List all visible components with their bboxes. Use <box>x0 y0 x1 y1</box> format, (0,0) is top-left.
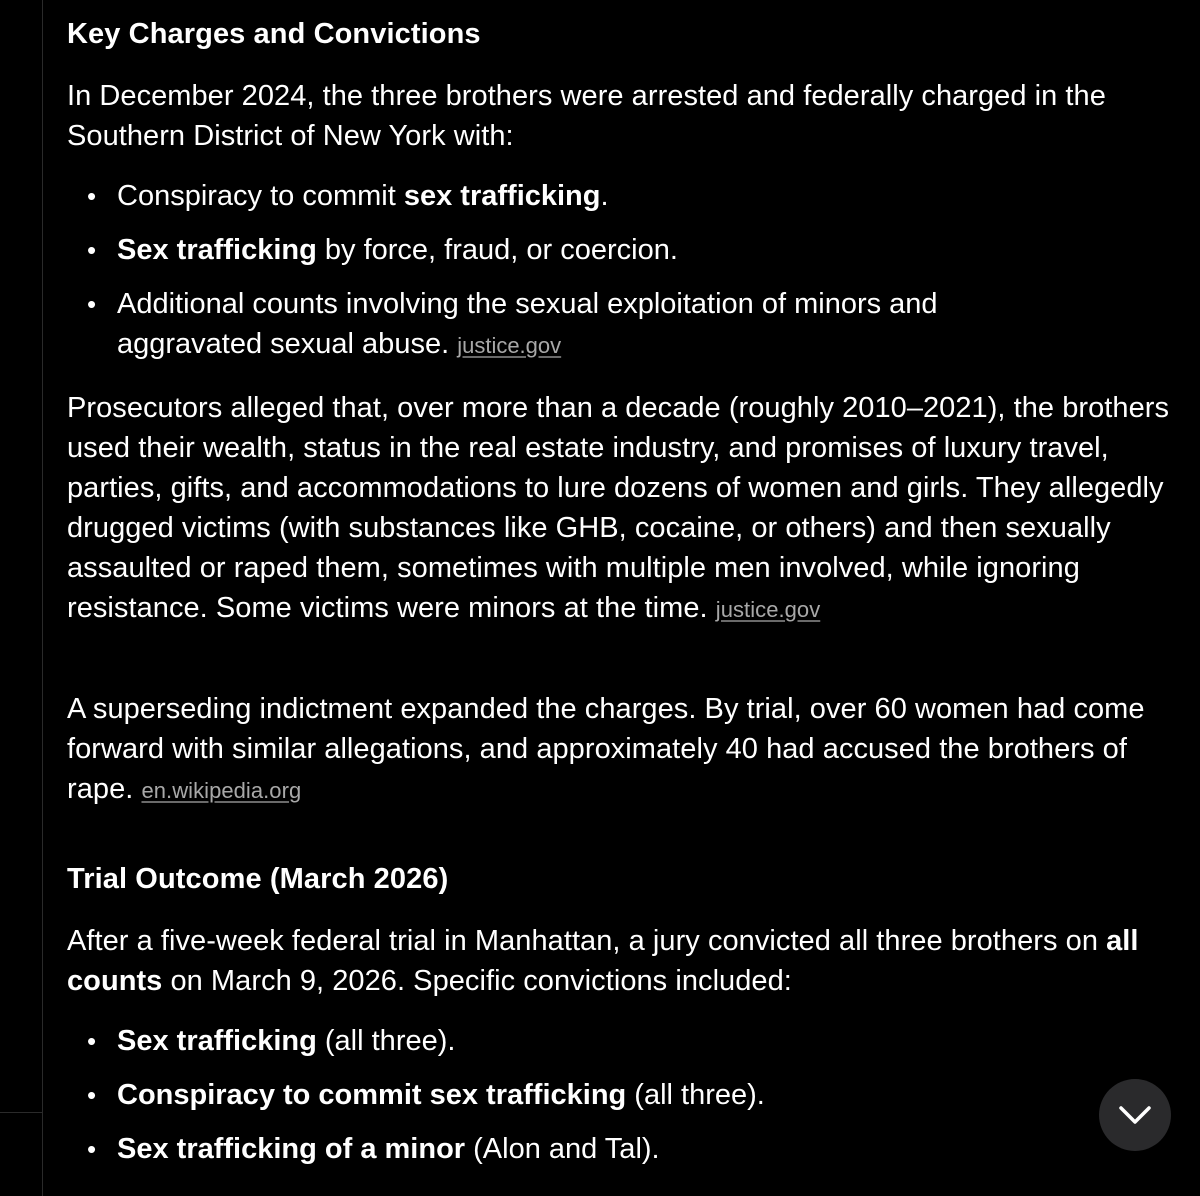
list-item: • Conspiracy to commit sex trafficking. <box>67 176 1182 230</box>
scroll-to-bottom-button[interactable] <box>1099 1079 1171 1151</box>
charges-intro: In December 2024, the three brothers were arrested and federally charged in the Southern District of New York with: <box>67 80 1106 152</box>
left-divider-tick <box>0 1112 42 1113</box>
source-link-justice[interactable]: justice.gov <box>715 597 821 622</box>
list-item: • Sex trafficking of a minor (Alon and Tal). <box>67 1129 1182 1169</box>
left-divider <box>42 0 43 1196</box>
section-heading-trial: Trial Outcome (March 2026) <box>67 863 449 895</box>
superseding-paragraph: A superseding indictment expanded the charges. By trial, over 60 women had come forward with similar allegations, and approximately 40 had accused the brothers of rape. en.wikipedia.org <box>67 693 1145 805</box>
list-item: • Additional counts involving the sexual exploitation of minors and aggravated sexual abuse. justice.gov <box>67 284 1047 366</box>
section-heading-charges: Key Charges and Convictions <box>67 18 481 50</box>
prosecutors-paragraph: Prosecutors alleged that, over more than a decade (roughly 2010–2021), the brothers used their wealth, status in the real estate industry, and promises of luxury travel, parties, gifts, and accommodations to lure dozens of women and girls. They allegedly drugged victims (with substances like GHB, cocaine, or others) and then sexually assaulted or raped them, sometimes with multiple men involved, while ignoring resistance. Some victims were minors at the time. justice.gov <box>67 392 1169 624</box>
trial-intro: After a five-week federal trial in Manhattan, a jury convicted all three brothers on all counts on March 9, 2026. Specific convictions included: <box>67 925 1139 997</box>
list-item: • Sex trafficking by force, fraud, or coercion. <box>67 230 1182 284</box>
chevron-down-icon <box>1118 1105 1152 1125</box>
source-link-justice[interactable]: justice.gov <box>457 333 562 358</box>
charges-list <box>67 176 1182 366</box>
list-item: • Sex trafficking (all three). <box>67 1021 1182 1075</box>
convictions-list <box>67 1021 1182 1169</box>
list-item: • Conspiracy to commit sex trafficking (all three). <box>67 1075 1182 1129</box>
source-link-wikipedia[interactable]: en.wikipedia.org <box>141 778 302 803</box>
